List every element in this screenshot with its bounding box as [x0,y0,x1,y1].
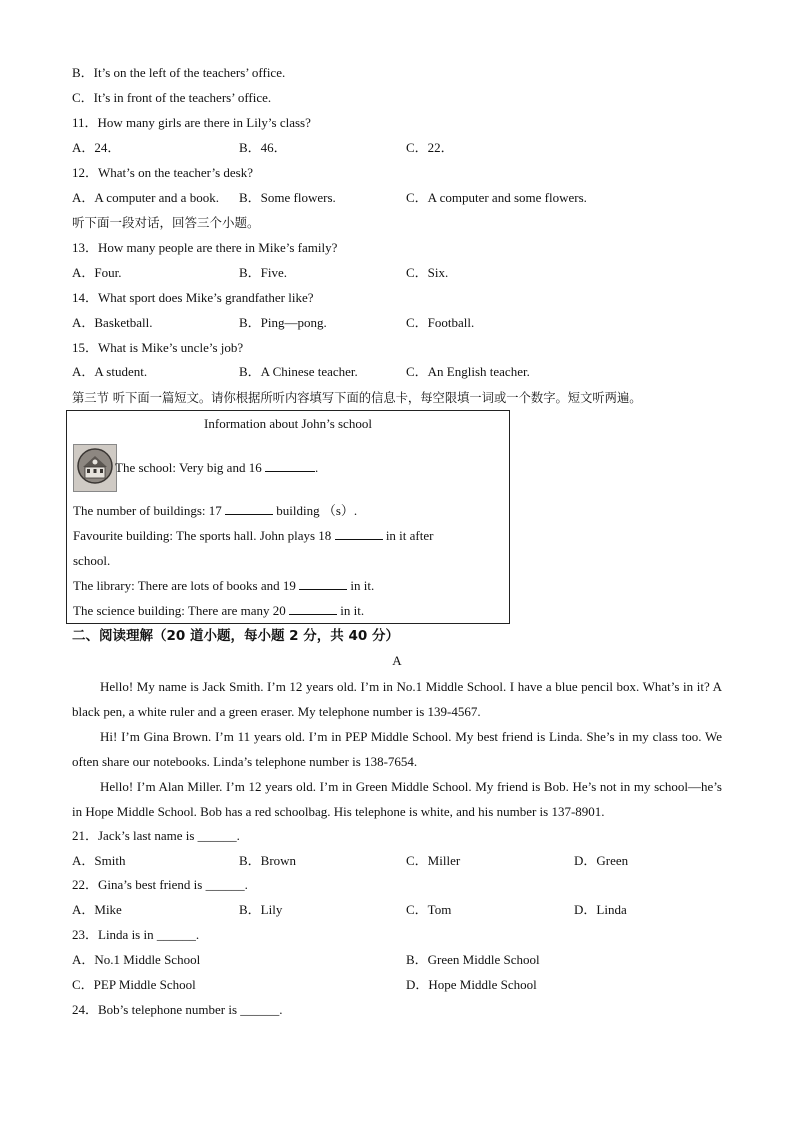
blank-17[interactable] [225,502,273,515]
info-line-favourite [73,527,433,545]
info-favourite-end: in it after [382,528,434,543]
information-card [66,410,510,624]
q11-option-c: C．22． [406,140,454,155]
blank-18[interactable] [335,527,383,540]
blank-16[interactable] [265,459,315,472]
q15-option-c: C．An English teacher. [406,364,530,379]
q12-option-c: C．A computer and some flowers. [406,190,587,205]
q21-option-a: A．Smith [72,853,126,868]
q23-option-c: C．PEP Middle School [72,977,196,992]
info-card-title: Information about John’s school [204,416,372,431]
passage-label: A [392,653,402,668]
info-library-end: in it. [347,578,375,593]
q21-option-b: B．Brown [239,853,297,868]
info-line-school [115,459,318,477]
q14-option-c: C．Football. [406,315,475,330]
passage-paragraph-1: Hello! My name is Jack Smith. I’m 12 years old. I’m in No.1 Middle School. I have a blue pencil box. What’s in it? A black pen, a white ruler and a green eraser. My telephone number is 139-4567. [72,679,722,719]
q21-option-c: C．Miller [406,853,461,868]
q11-option-b: B．46． [239,140,287,155]
info-science-text: The science building: There are many 20 [73,603,289,618]
question-12: 12．What’s on the teacher’s desk? [72,165,253,180]
question-23: 23．Linda is in ______. [72,927,200,942]
section-3-instruction: 第三节 听下面一篇短文。请你根据所听内容填写下面的信息卡，每空限填一词或一个数字。短文听两遍。 [72,391,642,405]
q12-option-a: A．A computer and a book. [72,190,219,205]
question-15: 15．What is Mike’s uncle’s job? [72,340,244,355]
blank-19[interactable] [299,577,347,590]
info-favourite-text: Favourite building: The sports hall. John plays 18 [73,528,335,543]
q12-option-b: B．Some flowers. [239,190,336,205]
info-line-buildings [73,502,357,520]
info-line-library [73,577,374,595]
info-line-favourite-cont: school. [73,553,111,568]
q23-option-b: B．Green Middle School [406,952,540,967]
q15-option-a: A．A student. [72,364,148,379]
part-2-heading: 二、阅读理解（20 道小题，每小题 2 分，共 40 分） [72,628,399,644]
q23-option-d: D．Hope Middle School [406,977,537,992]
option-c-q10: C．It’s in front of the teachers’ office. [72,90,272,105]
question-13: 13．How many people are there in Mike’s family? [72,240,338,255]
q14-option-b: B．Ping—pong. [239,315,327,330]
q23-option-a: A．No.1 Middle School [72,952,201,967]
q22-option-a: A．Mike [72,902,122,917]
question-14: 14．What sport does Mike’s grandfather like? [72,290,314,305]
blank-20[interactable] [289,602,337,615]
q15-option-b: B．A Chinese teacher. [239,364,358,379]
q13-option-b: B．Five. [239,265,288,280]
question-22: 22．Gina’s best friend is ______. [72,877,248,892]
info-science-end: in it. [337,603,365,618]
q22-option-c: C．Tom [406,902,452,917]
dialog-instruction: 听下面一段对话，回答三个小题。 [72,215,260,230]
q13-option-c: C．Six. [406,265,449,280]
school-building-image [73,444,117,492]
option-b-q10: B．It’s on the left of the teachers’ office. [72,65,286,80]
passage-paragraph-3: Hello! I’m Alan Miller. I’m 12 years old. I’m in Green Middle School. My friend is Bob. He’s not in my school—he’s in Hope Middle School. Bob has a red schoolbag. His telephone is white, and his number is 137-8901. [72,779,722,819]
q14-option-a: A．Basketball. [72,315,153,330]
info-buildings-text: The number of buildings: 17 [73,503,226,518]
school-icon [74,445,116,491]
info-buildings-end: building （s）. [273,503,358,518]
info-line-science [73,602,364,620]
q13-option-a: A．Four. [72,265,122,280]
question-24: 24．Bob’s telephone number is ______. [72,1002,283,1017]
passage-paragraph-2: Hi! I’m Gina Brown. I’m 11 years old. I’m in PEP Middle School. My best friend is Linda. She’s in my class too. We often share our notebooks. Linda’s telephone number is 138-7654. [72,729,722,769]
q21-option-d: D．Green [574,853,629,868]
q22-option-d: D．Linda [574,902,627,917]
q22-option-b: B．Lily [239,902,283,917]
question-21: 21．Jack’s last name is ______. [72,828,240,843]
q11-option-a: A．24． [72,140,121,155]
info-school-end: . [314,460,319,475]
question-11: 11．How many girls are there in Lily’s class? [72,115,311,130]
info-library-text: The library: There are lots of books and 19 [73,578,300,593]
info-school-text: The school: Very big and 16 [115,460,265,475]
